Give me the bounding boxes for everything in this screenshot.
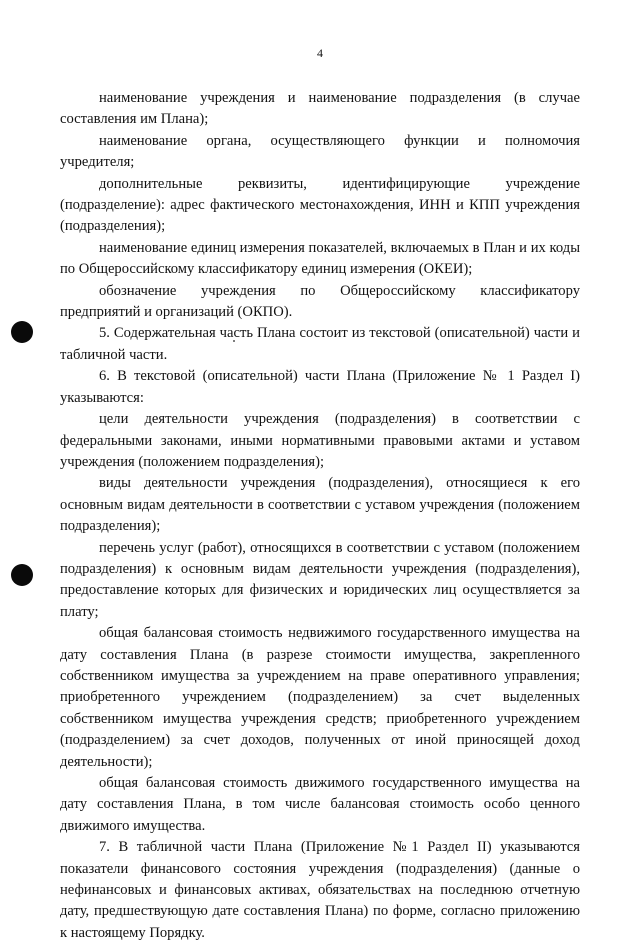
clause-6: 6. В текстовой (описательной) части Плана (Приложение № 1 Раздел I) указываются:	[60, 368, 580, 406]
list-item-movable-property-value: общая балансовая стоимость движимого государственного имущества на дату составления Плана, в том числе балансовая стоимость особо ценного движимого имущества.	[60, 775, 580, 834]
list-item-okpo-code: обозначение учреждения по Общероссийскому классификатору предприятий и организаций (ОКПО).	[60, 282, 580, 321]
punch-hole-top	[11, 321, 33, 343]
document-body	[60, 88, 580, 944]
clause-5: 5. Содержательная часть Плана состоит из текстовой (описательной) части и табличной части.	[60, 325, 580, 363]
list-item-institution-name: наименование учреждения и наименование подразделения (в случае составления им Плана);	[60, 90, 580, 128]
list-item-founder-body: наименование органа, осуществляющего функции и полномочия учредителя;	[60, 132, 580, 171]
list-item-paid-services: перечень услуг (работ), относящихся в соответствии с уставом (положением подразделения) к основным видам деятельности учреждения (подразделения), предоставление которых для физических и юридических лиц осуществляется за плату;	[60, 539, 580, 620]
list-item-activity-types: виды деятельности учреждения (подразделения), относящиеся к его основным видам деятельности в соответствии с уставом учреждения (положением подразделения);	[60, 475, 580, 535]
list-item-activity-goals: цели деятельности учреждения (подразделения) в соответствии с федеральными законами, иными нормативными правовыми актами и уставом учреждения (положением подразделения);	[60, 411, 580, 470]
page-number: 4	[317, 46, 323, 60]
list-item-real-estate-value: общая балансовая стоимость недвижимого государственного имущества на дату составления Плана (в разрезе стоимости имущества, закрепленного собственником имущества за учреждением на праве оперативного управления; приобретенного учреждением (подразделением) за счет выделенных собственником имущества учреждения средств; приобретенного учреждением (подразделением) за счет доходов, полученных от иной приносящей доход деятельности);	[60, 625, 580, 770]
punch-hole-bottom	[11, 564, 33, 586]
list-item-additional-details: дополнительные реквизиты, идентифицирующие учреждение (подразделение): адрес фактического местонахождения, ИНН и КПП учреждения (подразделения);	[60, 175, 580, 235]
clause-7: 7. В табличной части Плана (Приложение №1 Раздел II) указываются показатели финансового состояния учреждения (подразделения) (данные о нефинансовых и финансовых активах, обязательствах на последнюю отчетную дату, предшествующую дате составления Плана) по форме, согласно приложению к настоящему Порядку.	[60, 839, 580, 941]
list-item-measurement-units: наименование единиц измерения показателей, включаемых в План и их коды по Общероссийскому классификатору единиц измерения (ОКЕИ);	[60, 239, 580, 278]
